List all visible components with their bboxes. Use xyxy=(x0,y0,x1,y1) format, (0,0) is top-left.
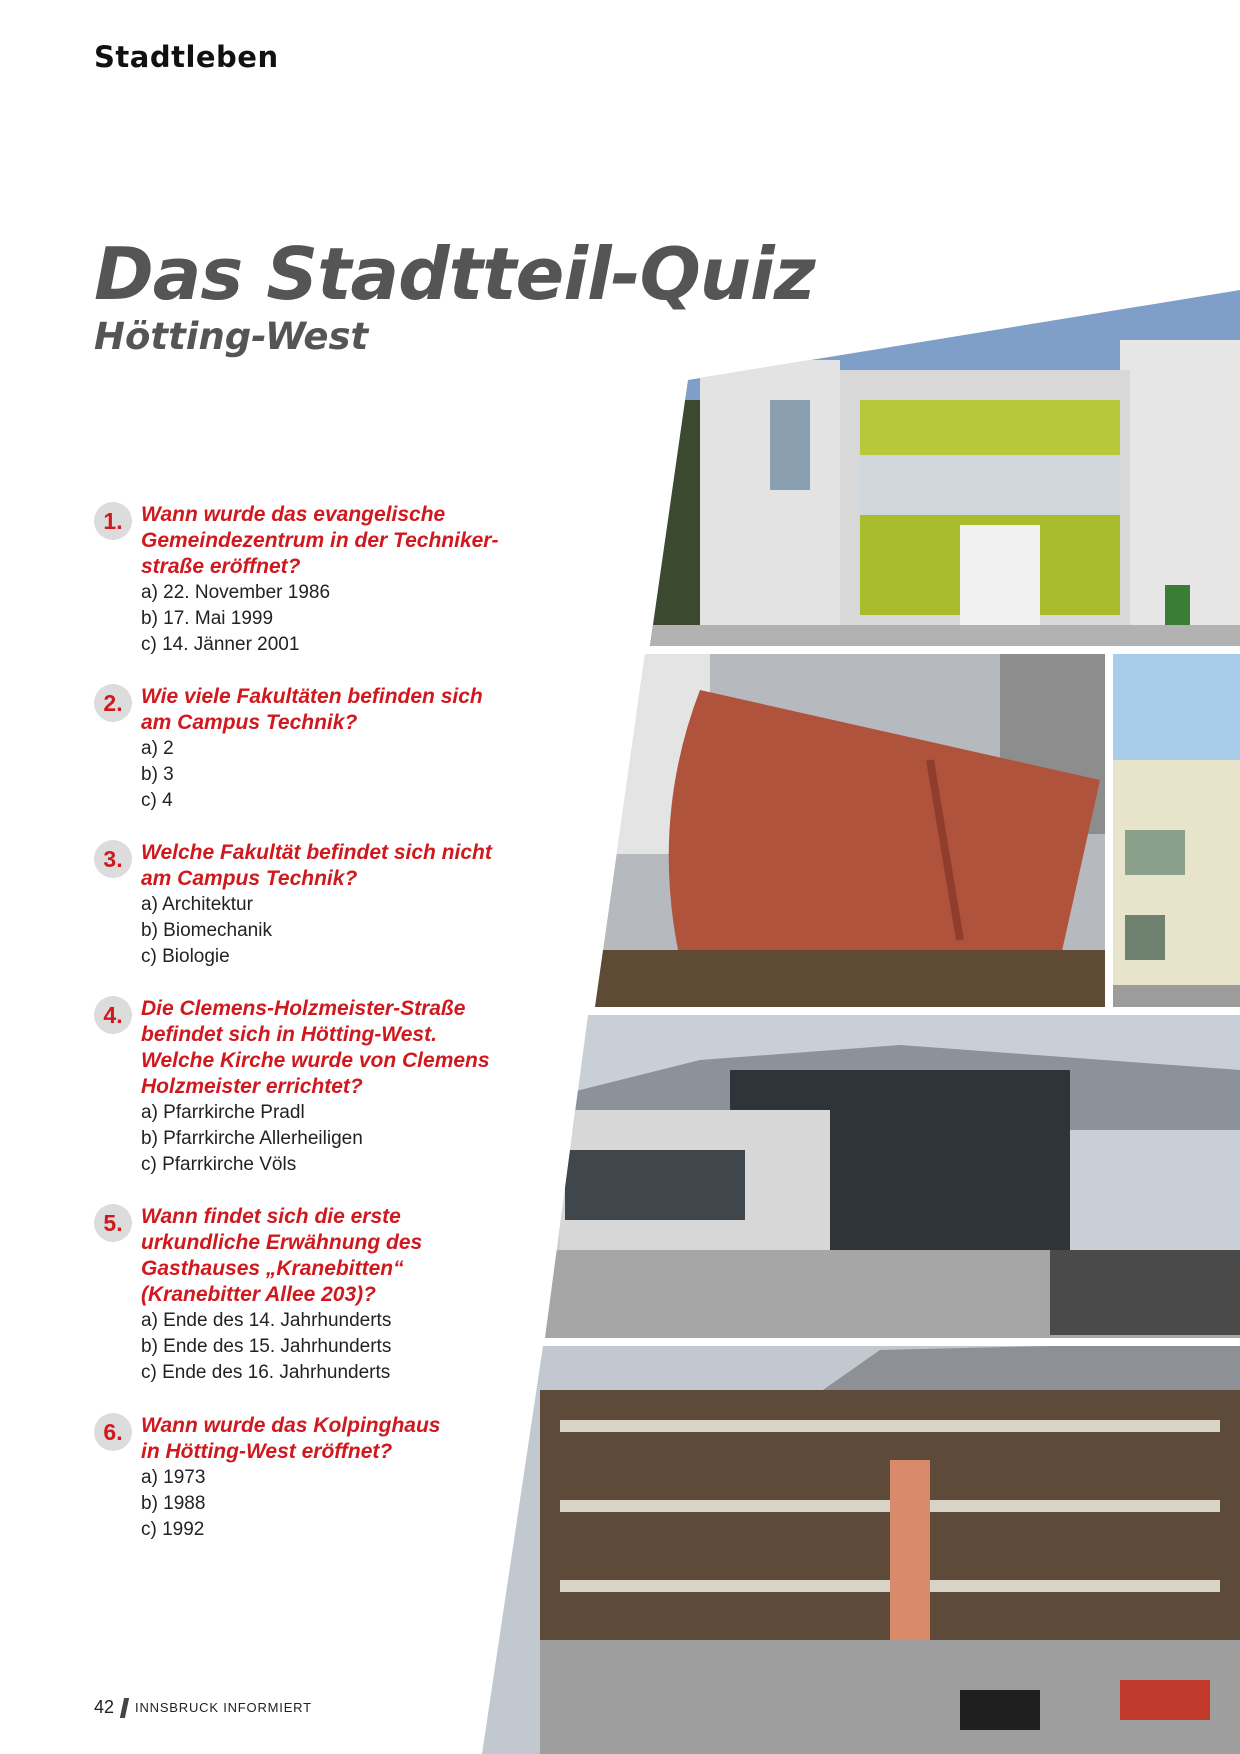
question-text: Welche Fakultät befindet sich nicht am Campus Technik? xyxy=(141,841,492,890)
page-number: 42 xyxy=(94,1697,115,1717)
question-number-badge: 6. xyxy=(94,1413,132,1451)
question-number-badge: 1. xyxy=(94,502,132,540)
question-text: Wann findet sich die erste urkundliche Erwähnung des Gasthauses „Kranebitten“ (Kranebitter Allee 203)? xyxy=(141,1205,423,1306)
answer-option: c) Biologie xyxy=(141,946,230,967)
question-text: Die Clemens-Holzmeister-Straße befindet sich in Hötting-West. Welche Kirche wurde von Clemens Holzmeister errichtet? xyxy=(141,997,490,1098)
answer-option: a) Ende des 14. Jahrhunderts xyxy=(141,1310,392,1331)
question-text: Wann wurde das Kolpinghaus in Hötting-West eröffnet? xyxy=(141,1414,441,1463)
section-heading: Stadtleben xyxy=(94,40,279,74)
answer-option: c) Pfarrkirche Völs xyxy=(141,1154,297,1175)
answer-option: c) Ende des 16. Jahrhunderts xyxy=(141,1362,391,1383)
answer-option: c) 4 xyxy=(141,790,173,811)
page-title: Das Stadtteil-Quiz xyxy=(94,232,815,316)
answer-option: a) Pfarrkirche Pradl xyxy=(141,1102,305,1123)
answer-option: b) 1988 xyxy=(141,1493,206,1514)
answer-option: a) 2 xyxy=(141,738,174,759)
page-subtitle: Hötting-West xyxy=(94,315,369,358)
answer-option: c) 1992 xyxy=(141,1519,205,1540)
answer-option: b) Pfarrkirche Allerheiligen xyxy=(141,1128,363,1149)
question-text: Wann wurde das evangelische Gemeindezentrum in der Techniker- straße eröffnet? xyxy=(141,503,499,578)
answer-option: b) 3 xyxy=(141,764,174,785)
photo-campus-technik xyxy=(540,1015,1240,1345)
answer-option: c) 14. Jänner 2001 xyxy=(141,634,300,655)
answer-option: b) Biomechanik xyxy=(141,920,272,941)
question-number-badge: 3. xyxy=(94,840,132,878)
answer-option: b) Ende des 15. Jahrhunderts xyxy=(141,1336,392,1357)
publication-name: INNSBRUCK INFORMIERT xyxy=(135,1700,312,1715)
question-number-badge: 5. xyxy=(94,1204,132,1242)
answer-option: b) 17. Mai 1999 xyxy=(141,608,274,629)
question-text: Wie viele Fakultäten befinden sich am Campus Technik? xyxy=(141,685,483,734)
photo-brick-sculpture xyxy=(590,654,1110,1014)
photo-kolpinghaus xyxy=(480,1346,1240,1754)
answer-option: a) Architektur xyxy=(141,894,253,915)
answer-option: a) 1973 xyxy=(141,1467,206,1488)
answer-option: a) 22. November 1986 xyxy=(141,582,331,603)
page-footer xyxy=(94,1697,312,1718)
question-number-badge: 4. xyxy=(94,996,132,1034)
footer-divider xyxy=(120,1698,129,1718)
photo-building-detail xyxy=(1113,654,1240,1007)
question-number-badge: 2. xyxy=(94,684,132,722)
photo-gemeindezentrum xyxy=(640,280,1240,650)
